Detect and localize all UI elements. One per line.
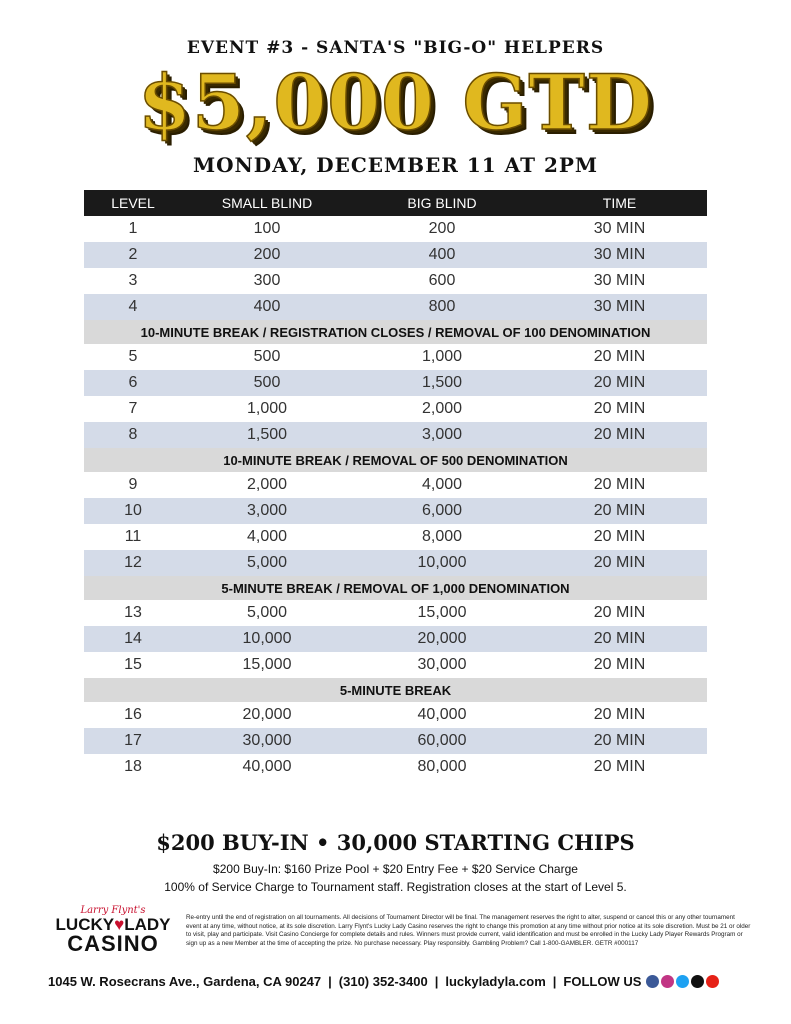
column-header-time: TIME <box>602 195 637 211</box>
table-row <box>84 216 707 242</box>
break-row: 10-MINUTE BREAK / REMOVAL OF 500 DENOMINATION <box>84 448 707 472</box>
cell-time: 20 MIN <box>593 656 646 673</box>
cell-big-blind: 6,000 <box>421 502 463 519</box>
follow-us-label: FOLLOW US <box>563 974 642 989</box>
table-row <box>84 344 707 370</box>
break-row: 5-MINUTE BREAK / REMOVAL OF 1,000 DENOMINATION <box>84 576 707 600</box>
cell-level: 15 <box>124 656 142 673</box>
footer-separator: | <box>552 974 557 989</box>
logo-word-lady: LADY <box>124 915 171 934</box>
cell-big-blind: 1,000 <box>421 348 463 365</box>
cell-time: 30 MIN <box>593 272 646 289</box>
cell-small-blind: 400 <box>253 298 281 315</box>
cell-level: 2 <box>128 246 138 263</box>
table-row <box>84 652 707 678</box>
cell-big-blind: 40,000 <box>417 706 467 723</box>
cell-big-blind: 20,000 <box>417 630 467 647</box>
cell-small-blind: 30,000 <box>242 732 292 749</box>
table-row <box>84 524 707 550</box>
blind-structure-table <box>84 190 707 780</box>
cell-level: 13 <box>124 604 142 621</box>
cell-time: 20 MIN <box>593 400 646 417</box>
footer-phone[interactable]: (310) 352-3400 <box>338 974 428 989</box>
cell-time: 20 MIN <box>593 348 646 365</box>
guarantee-title: $5,000 GTD <box>138 58 653 147</box>
cell-level: 9 <box>128 476 138 493</box>
table-row <box>84 498 707 524</box>
cell-time: 20 MIN <box>593 758 646 775</box>
cell-time: 20 MIN <box>593 732 646 749</box>
cell-big-blind: 800 <box>428 298 456 315</box>
cell-time: 30 MIN <box>593 246 646 263</box>
break-row: 10-MINUTE BREAK / REGISTRATION CLOSES / REMOVAL OF 100 DENOMINATION <box>84 320 707 344</box>
tiktok-icon[interactable] <box>691 975 704 988</box>
logo-casino: CASINO <box>67 931 159 956</box>
buyin-breakdown: $200 Buy-In: $160 Prize Pool + $20 Entry Fee + $20 Service Charge <box>213 862 578 876</box>
cell-big-blind: 2,000 <box>421 400 463 417</box>
cell-level: 1 <box>128 220 138 237</box>
column-header-level: LEVEL <box>111 195 155 211</box>
cell-small-blind: 1,500 <box>246 426 288 443</box>
cell-level: 14 <box>124 630 142 647</box>
cell-big-blind: 30,000 <box>417 656 467 673</box>
footer-separator: | <box>434 974 439 989</box>
cell-small-blind: 500 <box>253 348 281 365</box>
cell-time: 20 MIN <box>593 374 646 391</box>
cell-small-blind: 200 <box>253 246 281 263</box>
cell-big-blind: 60,000 <box>417 732 467 749</box>
cell-time: 30 MIN <box>593 220 646 237</box>
cell-time: 20 MIN <box>593 502 646 519</box>
legal-disclaimer: Re-entry until the end of registration on all tournaments. All decisions of Tournament Director will be final. The management reserves the right to alter, suspend or cancel this or any other tournament event at any time, without notice, at its sole discretion. Larry Flynt's Lucky Lady Casino reserves the right to change this promotion at any time without prior notice at its sole discretion. Must be 21 or older to visit, play and participate. Visit Casino Concierge for complete details and rules. Winners must provide current, valid identification and must be enrolled in the Lucky Lady Player Rewards Program or sign up as a new Member at the time of accepting the prize. No purchase necessary. Play responsibly. Gambling Problem? Call 1-800-GAMBLER. GETR #000117 <box>186 914 751 947</box>
cell-small-blind: 4,000 <box>246 528 288 545</box>
footer-address: 1045 W. Rosecrans Ave., Gardena, CA 90247 <box>48 974 322 989</box>
social-icons <box>646 975 719 988</box>
buyin-headline: $200 BUY-IN • 30,000 STARTING CHIPS <box>156 830 635 855</box>
cell-small-blind: 1,000 <box>246 400 288 417</box>
cell-small-blind: 15,000 <box>242 656 292 673</box>
cell-time: 20 MIN <box>593 426 646 443</box>
table-row <box>84 600 707 626</box>
service-charge-note: 100% of Service Charge to Tournament staff. Registration closes at the start of Level 5. <box>164 880 627 894</box>
table-row <box>84 626 707 652</box>
casino-logo <box>48 905 178 965</box>
table-row <box>84 370 707 396</box>
table-header <box>84 190 707 216</box>
cell-level: 16 <box>124 706 142 723</box>
cell-level: 6 <box>128 374 138 391</box>
cell-big-blind: 80,000 <box>417 758 467 775</box>
break-row: 5-MINUTE BREAK <box>84 678 707 702</box>
table-body <box>84 216 707 780</box>
table-row <box>84 294 707 320</box>
cell-time: 20 MIN <box>593 476 646 493</box>
cell-big-blind: 600 <box>428 272 456 289</box>
cell-level: 17 <box>124 732 142 749</box>
cell-big-blind: 10,000 <box>417 554 467 571</box>
event-date: MONDAY, DECEMBER 11 AT 2PM <box>192 153 599 177</box>
table-row <box>84 422 707 448</box>
cell-small-blind: 40,000 <box>242 758 292 775</box>
cell-small-blind: 100 <box>253 220 281 237</box>
cell-small-blind: 10,000 <box>242 630 292 647</box>
cell-time: 20 MIN <box>593 554 646 571</box>
instagram-icon[interactable] <box>661 975 674 988</box>
table-row <box>84 396 707 422</box>
cell-time: 20 MIN <box>593 630 646 647</box>
cell-level: 10 <box>124 502 142 519</box>
cell-level: 11 <box>124 528 142 545</box>
cell-time: 30 MIN <box>593 298 646 315</box>
footer-website[interactable]: luckyladyla.com <box>445 974 546 989</box>
event-title: EVENT #3 - SANTA'S "BIG-O" HELPERS <box>186 38 605 58</box>
table-row <box>84 550 707 576</box>
footer-separator: | <box>328 974 332 989</box>
table-row <box>84 472 707 498</box>
cell-level: 4 <box>128 298 138 315</box>
cell-level: 8 <box>128 426 138 443</box>
cell-big-blind: 1,500 <box>421 374 463 391</box>
cell-small-blind: 300 <box>253 272 281 289</box>
cell-time: 20 MIN <box>593 528 646 545</box>
cell-level: 12 <box>124 554 142 571</box>
cell-time: 20 MIN <box>593 604 646 621</box>
cell-big-blind: 3,000 <box>421 426 463 443</box>
column-header-big-blind: BIG BLIND <box>407 195 477 211</box>
cell-big-blind: 8,000 <box>421 528 463 545</box>
facebook-icon[interactable] <box>646 975 659 988</box>
table-row <box>84 754 707 780</box>
cell-time: 20 MIN <box>593 706 646 723</box>
table-row <box>84 242 707 268</box>
cell-big-blind: 200 <box>428 220 456 237</box>
cell-level: 7 <box>128 400 138 417</box>
cell-level: 3 <box>128 272 138 289</box>
cell-big-blind: 400 <box>428 246 456 263</box>
logo-script: Larry Flynt's <box>80 905 146 916</box>
table-row <box>84 702 707 728</box>
cell-big-blind: 15,000 <box>417 604 467 621</box>
cell-small-blind: 20,000 <box>242 706 292 723</box>
footer <box>48 974 748 989</box>
twitter-icon[interactable] <box>676 975 689 988</box>
cell-small-blind: 5,000 <box>246 604 288 621</box>
cell-small-blind: 2,000 <box>246 476 288 493</box>
heart-icon: ♥ <box>114 915 125 934</box>
table-row <box>84 728 707 754</box>
cell-small-blind: 3,000 <box>246 502 288 519</box>
cell-level: 5 <box>128 348 138 365</box>
cell-small-blind: 5,000 <box>246 554 288 571</box>
cell-small-blind: 500 <box>253 374 281 391</box>
column-header-small-blind: SMALL BLIND <box>221 195 313 211</box>
cell-big-blind: 4,000 <box>421 476 463 493</box>
logo-word-lucky: LUCKY <box>55 915 115 934</box>
youtube-icon[interactable] <box>706 975 719 988</box>
table-row <box>84 268 707 294</box>
cell-level: 18 <box>124 758 142 775</box>
